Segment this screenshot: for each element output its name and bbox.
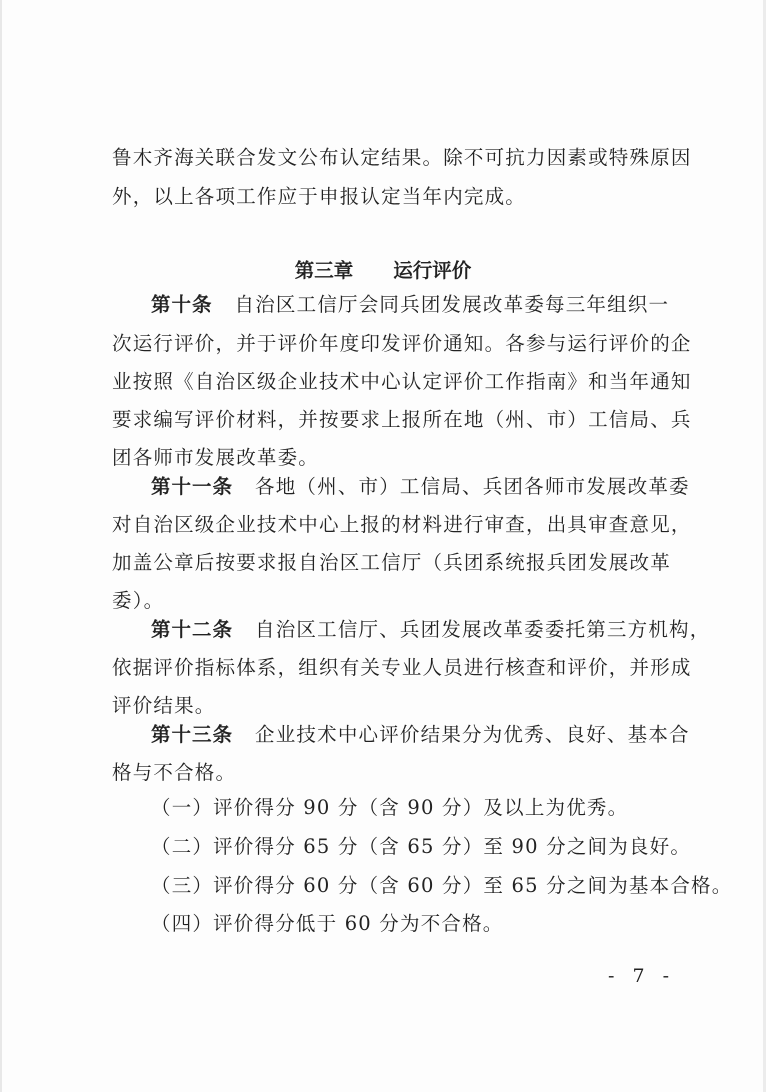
article-10-text: 自治区工信厅会同兵团发展改革委每三年组织一: [234, 293, 670, 316]
paragraph-line: 次运行评价，并于评价年度印发评价通知。各参与运行评价的企: [112, 332, 692, 355]
list-item: （四）评价得分低于 60 分为不合格。: [151, 912, 504, 935]
chapter-title: 运行评价: [393, 259, 472, 282]
list-item: （三）评价得分 60 分（含 60 分）至 65 分之间为基本合格。: [151, 874, 733, 897]
article-12-label: 第十二条: [151, 618, 234, 641]
paragraph-line: 团各师市发展改革委。: [112, 446, 320, 469]
chapter-heading: [0, 258, 766, 284]
list-item: （一）评价得分 90 分（含 90 分）及以上为优秀。: [151, 796, 629, 819]
article-12-line: [151, 617, 731, 643]
article-13-line: [151, 722, 731, 748]
page-number: - 7 -: [608, 965, 676, 987]
paragraph-line: 要求编写评价材料，并按要求上报所在地（州、市）工信局、兵: [112, 408, 692, 431]
article-10-label: 第十条: [151, 293, 213, 316]
paragraph-line: 格与不合格。: [112, 761, 237, 784]
paragraph-line: 评价结果。: [112, 694, 216, 717]
paragraph-line: 依据评价指标体系，组织有关专业人员进行核查和评价，并形成: [112, 656, 692, 679]
chapter-number: 第三章: [294, 259, 354, 282]
scan-edge-left: [0, 0, 2, 1092]
article-12-text: 自治区工信厅、兵团发展改革委委托第三方机构，: [255, 618, 711, 641]
paragraph-line: 对自治区级企业技术中心上报的材料进行审查，出具审查意见，: [112, 513, 692, 536]
paragraph-line: 委）。: [112, 589, 165, 612]
article-11-line: [151, 474, 731, 500]
article-10-line: [151, 292, 731, 318]
article-13-text: 企业技术中心评价结果分为优秀、良好、基本合: [255, 723, 690, 746]
paragraph-line: 业按照《自治区级企业技术中心认定评价工作指南》和当年通知: [112, 370, 692, 393]
paragraph-line: 加盖公章后按要求报自治区工信厅（兵团系统报兵团发展改革: [112, 551, 671, 574]
article-11-label: 第十一条: [151, 475, 234, 498]
list-item: （二）评价得分 65 分（含 65 分）至 90 分之间为良好。: [151, 835, 692, 858]
article-11-text: 各地（州、市）工信局、兵团各师市发展改革委: [255, 475, 690, 498]
paragraph-line: 外，以上各项工作应于申报认定当年内完成。: [112, 185, 527, 208]
article-13-label: 第十三条: [151, 723, 234, 746]
paragraph-line: 鲁木齐海关联合发文公布认定结果。除不可抗力因素或特殊原因: [112, 146, 692, 169]
